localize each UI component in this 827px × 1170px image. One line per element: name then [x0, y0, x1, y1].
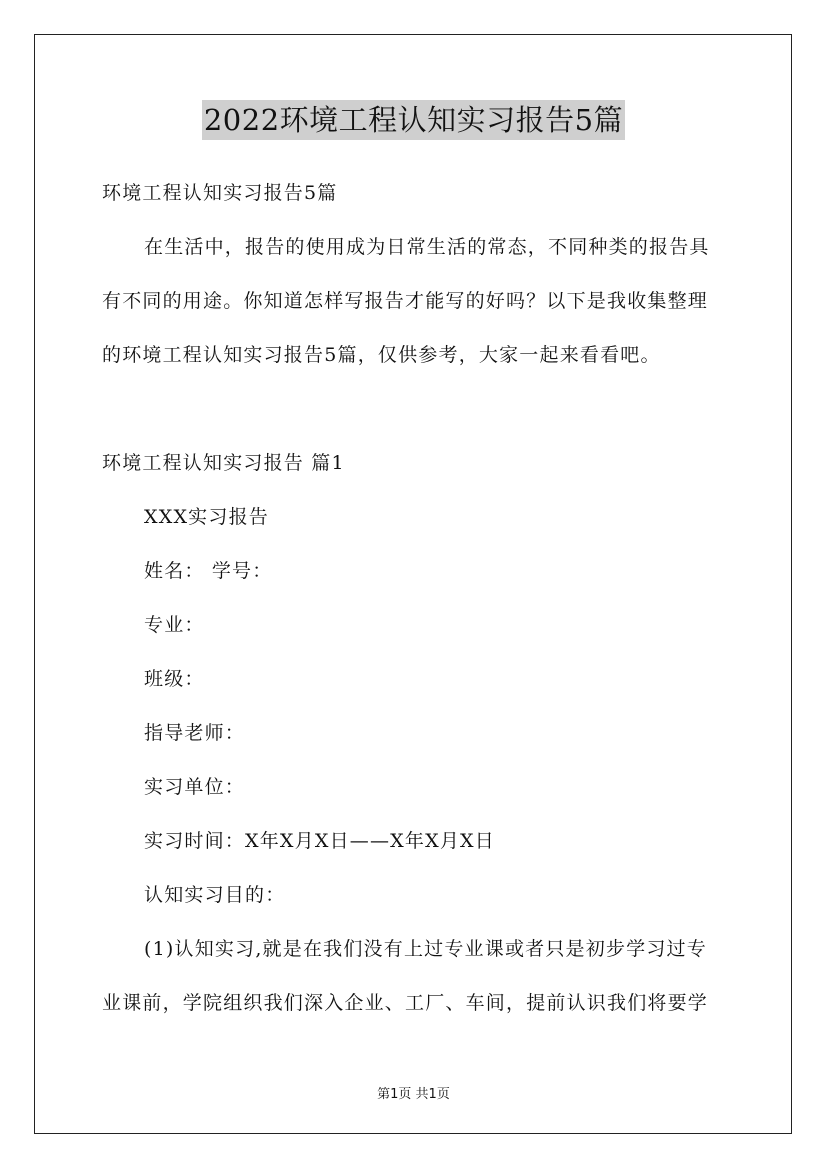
section-heading: 环境工程认知实习报告 篇1: [102, 452, 345, 474]
intro-line-2: 有不同的用途。你知道怎样写报告才能写的好吗？以下是我收集整理: [102, 290, 709, 312]
subtitle: 环境工程认知实习报告5篇: [102, 182, 338, 204]
intro-line-1: 在生活中，报告的使用成为日常生活的常态，不同种类的报告具: [144, 236, 710, 258]
body-line-2: 业课前，学院组织我们深入企业、工厂、车间，提前认识我们将要学: [102, 992, 709, 1014]
intro-line-3: 的环境工程认知实习报告5篇，仅供参考，大家一起来看看吧。: [102, 344, 661, 366]
field-advisor: 指导老师：: [144, 722, 246, 744]
body-line-1: (1)认知实习,就是在我们没有上过专业课或者只是初步学习过专: [144, 938, 707, 960]
field-purpose: 认知实习目的：: [144, 884, 286, 906]
title-container: [0, 100, 827, 140]
field-unit: 实习单位：: [144, 776, 246, 798]
document-title: 2022环境工程认知实习报告5篇: [202, 100, 625, 140]
field-time: 实习时间：X年X月X日——X年X月X日: [144, 830, 495, 852]
page-footer: 第1页 共1页: [377, 1087, 450, 1102]
field-name-id: 姓名： 学号：: [144, 560, 273, 582]
field-report-title: XXX实习报告: [144, 506, 269, 528]
field-major: 专业：: [144, 614, 205, 636]
field-class: 班级：: [144, 668, 205, 690]
